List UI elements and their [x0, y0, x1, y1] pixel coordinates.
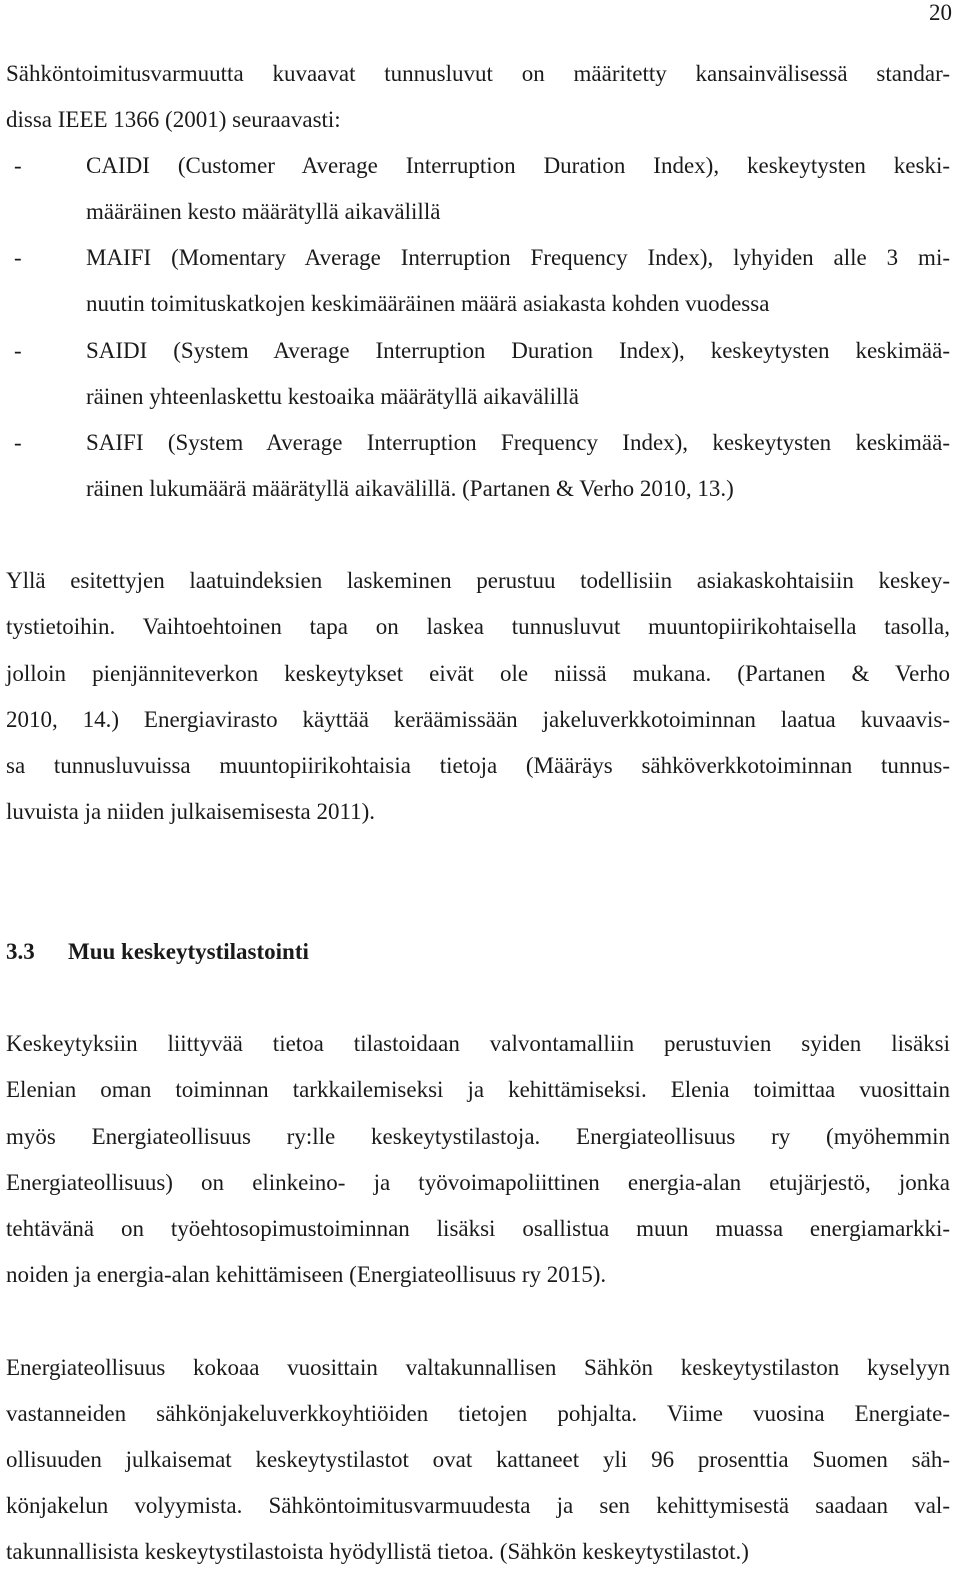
- paragraph2-line: myös Energiateollisuus ry:lle keskeytystilastoja. Energiateollisuus ry (myöhemmin: [6, 1124, 950, 1149]
- list-item-text: SAIDI (System Average Interruption Duration Index), keskeytysten keskimää-: [86, 338, 950, 363]
- paragraph3-line: ollisuuden julkaisemat keskeytystilastot ovat kattaneet yli 96 prosenttia Suomen säh-: [6, 1447, 950, 1472]
- list-dash: -: [14, 430, 22, 455]
- list-dash: -: [14, 153, 22, 178]
- paragraph3-line: takunnallisista keskeytystilastoista hyödyllistä tietoa. (Sähkön keskeytystilastot.): [6, 1539, 749, 1564]
- paragraph2-line: Elenian oman toiminnan tarkkailemiseksi ja kehittämiseksi. Elenia toimittaa vuosittain: [6, 1077, 950, 1102]
- paragraph2-line: tehtävänä on työehtosopimustoiminnan lisäksi osallistua muun muassa energiamarkki-: [6, 1216, 950, 1241]
- paragraph3-line: vastanneiden sähkönjakeluverkkoyhtiöiden tietojen pohjalta. Viime vuosina Energiate-: [6, 1401, 950, 1426]
- section-number: 3.3: [6, 939, 35, 964]
- paragraph1-line: tystietoihin. Vaihtoehtoinen tapa on laskea tunnusluvut muuntopiirikohtaisella tasolla,: [6, 614, 950, 639]
- list-item-text: määräinen kesto määrätyllä aikavälillä: [86, 199, 441, 224]
- list-item-text: SAIFI (System Average Interruption Frequency Index), keskeytysten keskimää-: [86, 430, 950, 455]
- paragraph3-line: könjakelun volyymista. Sähköntoimitusvarmuudesta ja sen kehittymisestä saadaan val-: [6, 1493, 950, 1518]
- list-item-text: räinen lukumäärä määrätyllä aikavälillä. (Partanen & Verho 2010, 13.): [86, 476, 734, 501]
- paragraph2-line: noiden ja energia-alan kehittämiseen (Energiateollisuus ry 2015).: [6, 1262, 607, 1287]
- intro-line-2: dissa IEEE 1366 (2001) seuraavasti:: [6, 107, 341, 132]
- list-dash: -: [14, 338, 22, 363]
- list-item-text: CAIDI (Customer Average Interruption Duration Index), keskeytysten keski-: [86, 153, 950, 178]
- paragraph3-line: Energiateollisuus kokoaa vuosittain valtakunnallisen Sähkön keskeytystilaston kyselyyn: [6, 1355, 950, 1380]
- page-number: 20: [929, 0, 952, 25]
- list-item-text: MAIFI (Momentary Average Interruption Frequency Index), lyhyiden alle 3 mi-: [86, 245, 950, 270]
- paragraph1-line: sa tunnusluvuissa muuntopiirikohtaisia tietoja (Määräys sähköverkkotoiminnan tunnus-: [6, 753, 950, 778]
- paragraph2-line: Keskeytyksiin liittyvää tietoa tilastoidaan valvontamalliin perustuvien syiden lisäksi: [6, 1031, 950, 1056]
- paragraph1-line: Yllä esitettyjen laatuindeksien laskeminen perustuu todellisiin asiakaskohtaisiin keskey-: [6, 568, 950, 593]
- paragraph1-line: jolloin pienjänniteverkon keskeytykset eivät ole niissä mukana. (Partanen & Verho: [6, 661, 950, 686]
- list-item-text: nuutin toimituskatkojen keskimääräinen määrä asiakasta kohden vuodessa: [86, 291, 770, 316]
- section-title: Muu keskeytystilastointi: [68, 939, 309, 964]
- paragraph1-line: 2010, 14.) Energiavirasto käyttää keräämissään jakeluverkkotoiminnan laatua kuvaavis-: [6, 707, 950, 732]
- intro-line-1: Sähköntoimitusvarmuutta kuvaavat tunnusluvut on määritetty kansainvälisessä standar-: [6, 61, 950, 86]
- list-dash: -: [14, 245, 22, 270]
- list-item-text: räinen yhteenlaskettu kestoaika määrätyllä aikavälillä: [86, 384, 580, 409]
- section-heading: [6, 937, 309, 967]
- paragraph2-line: Energiateollisuus) on elinkeino- ja työvoimapoliittinen energia-alan etujärjestö, jonka: [6, 1170, 950, 1195]
- paragraph1-line: luvuista ja niiden julkaisemisesta 2011).: [6, 799, 375, 824]
